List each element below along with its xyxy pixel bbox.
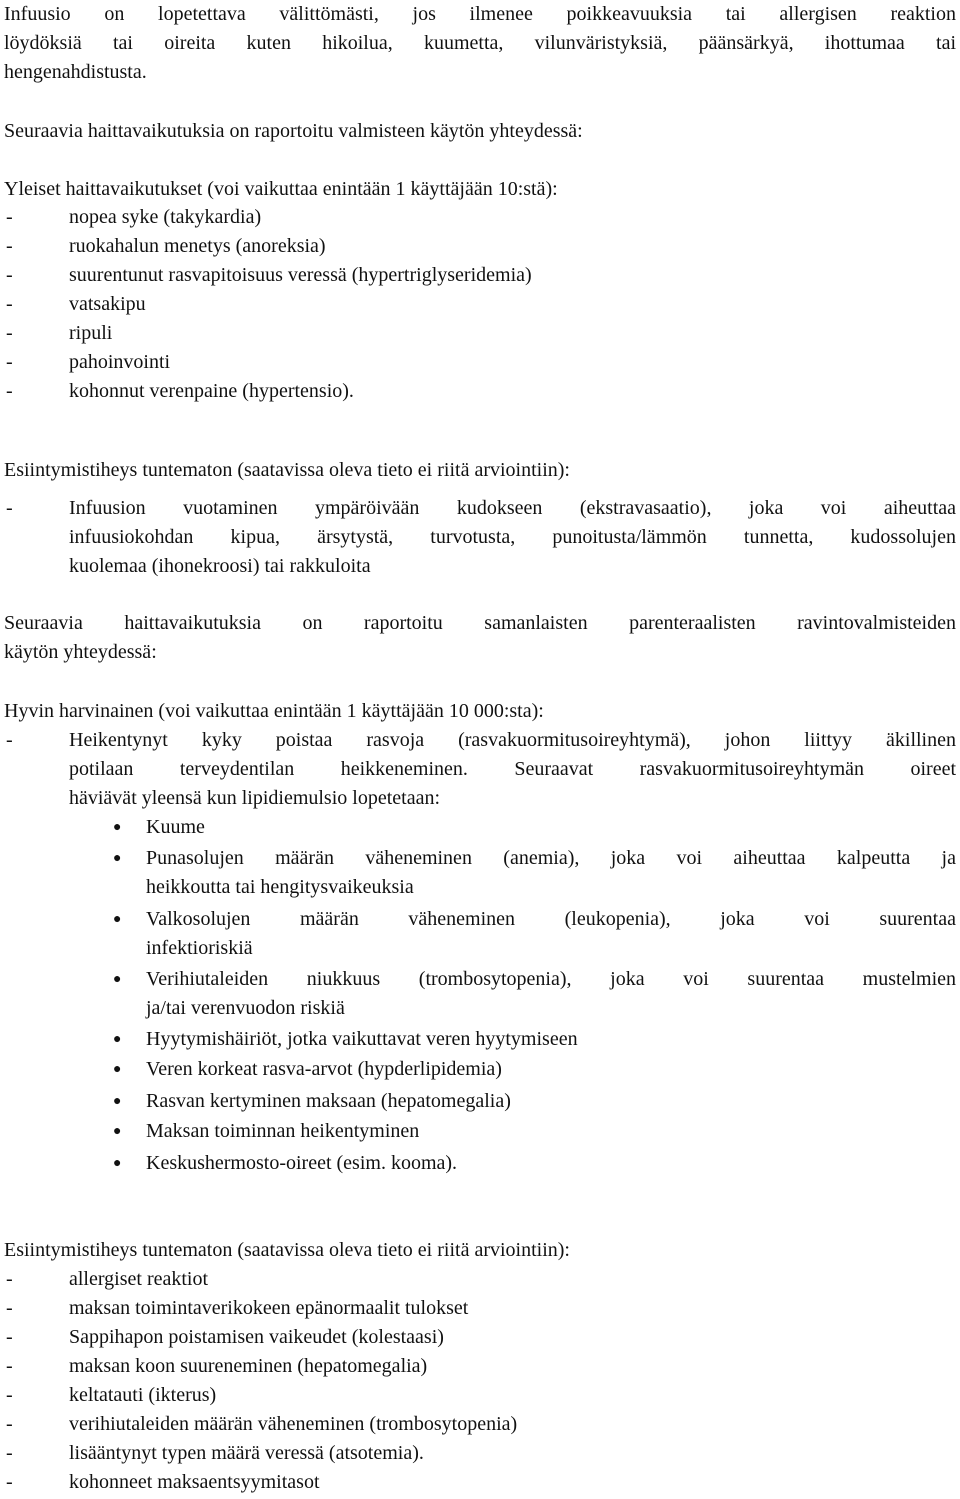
symptom-item: Kuume: [146, 816, 205, 838]
bullet-icon: ●: [113, 1094, 122, 1109]
symptom-item: Maksan toiminnan heikentyminen: [146, 1120, 420, 1142]
bullet-icon: ●: [113, 912, 122, 927]
similar-line-2: käytön yhteydessä:: [4, 641, 157, 663]
list-item: maksan koon suureneminen (hepatomegalia): [69, 1355, 428, 1377]
list-item: kohonneet maksaentsyymitasot: [69, 1471, 320, 1493]
bullet-icon: ●: [113, 820, 122, 835]
dash-marker: -: [6, 729, 13, 751]
intro-line-1: Infuusio on lopetettava välittömästi, jos ilmenee poikkeavuuksia tai allergisen reaktion: [4, 3, 956, 25]
list-item: vatsakipu: [69, 293, 146, 315]
bullet-icon: ●: [113, 1032, 122, 1047]
dash-marker: -: [6, 322, 13, 344]
dash-marker: -: [6, 293, 13, 315]
intro-line-3: hengenahdistusta.: [4, 61, 147, 83]
dash-marker: -: [6, 1355, 13, 1377]
symptom-item: Keskushermosto-oireet (esim. kooma).: [146, 1152, 458, 1174]
dash-marker: -: [6, 1384, 13, 1406]
list-item: keltatauti (ikterus): [69, 1384, 217, 1406]
similar-line-1: Seuraavia haittavaikutuksia on raportoitu samanlaisten parenteraalisten ravintovalmisteiden: [4, 612, 956, 634]
list-item-line: Heikentynyt kyky poistaa rasvoja (rasvakuormitusoireyhtymä), johon liittyy äkillinen: [69, 729, 956, 751]
list-item-line: infuusiokohdan kipua, ärsytystä, turvotusta, punoitusta/lämmön tunnetta, kudossolujen: [69, 526, 956, 548]
list-item: Sappihapon poistamisen vaikeudet (kolestaasi): [69, 1326, 444, 1348]
list-item: ripuli: [69, 322, 113, 344]
list-item: nopea syke (takykardia): [69, 206, 262, 228]
bullet-icon: ●: [113, 851, 122, 866]
symptom-item: Valkosolujen määrän väheneminen (leukopenia), joka voi suurentaa: [146, 908, 956, 930]
symptom-item: Punasolujen määrän väheneminen (anemia), joka voi aiheuttaa kalpeutta ja: [146, 847, 956, 869]
bullet-icon: ●: [113, 1062, 122, 1077]
list-item: ruokahalun menetys (anoreksia): [69, 235, 326, 257]
list-item: kohonnut verenpaine (hypertensio).: [69, 380, 354, 402]
dash-marker: -: [6, 1326, 13, 1348]
reported-heading: Seuraavia haittavaikutuksia on raportoitu valmisteen käytön yhteydessä:: [4, 120, 583, 142]
symptom-item: Verihiutaleiden niukkuus (trombosytopenia), joka voi suurentaa mustelmien: [146, 968, 956, 990]
dash-marker: -: [6, 235, 13, 257]
symptom-item: Hyytymishäiriöt, jotka vaikuttavat veren hyytymiseen: [146, 1028, 578, 1050]
dash-marker: -: [6, 1413, 13, 1435]
dash-marker: -: [6, 264, 13, 286]
list-item-line: Infuusion vuotaminen ympäröivään kudokseen (ekstravasaatio), joka voi aiheuttaa: [69, 497, 956, 519]
dash-marker: -: [6, 497, 13, 519]
symptom-item-cont: ja/tai verenvuodon riskiä: [146, 997, 345, 1019]
unknown2-heading: Esiintymistiheys tuntematon (saatavissa oleva tieto ei riitä arviointiin):: [4, 1239, 570, 1261]
list-item: suurentunut rasvapitoisuus veressä (hypertriglyseridemia): [69, 264, 532, 286]
dash-marker: -: [6, 380, 13, 402]
dash-marker: -: [6, 1268, 13, 1290]
bullet-icon: ●: [113, 1156, 122, 1171]
list-item: pahoinvointi: [69, 351, 171, 373]
list-item-line: potilaan terveydentilan heikkeneminen. Seuraavat rasvakuormitusoireyhtymän oireet: [69, 758, 956, 780]
dash-marker: -: [6, 351, 13, 373]
symptom-item: Rasvan kertyminen maksaan (hepatomegalia): [146, 1090, 511, 1112]
symptom-item-cont: heikkoutta tai hengitysvaikeuksia: [146, 876, 414, 898]
unknown1-heading: Esiintymistiheys tuntematon (saatavissa oleva tieto ei riitä arviointiin):: [4, 459, 570, 481]
list-item: maksan toimintaverikokeen epänormaalit tulokset: [69, 1297, 469, 1319]
common-heading: Yleiset haittavaikutukset (voi vaikuttaa enintään 1 käyttäjään 10:stä):: [4, 178, 558, 200]
dash-marker: -: [6, 1297, 13, 1319]
intro-line-2: löydöksiä tai oireita kuten hikoilua, kuumetta, vilunväristyksiä, päänsärkyä, ihottumaa tai: [4, 32, 956, 54]
list-item: lisääntynyt typen määrä veressä (atsotemia).: [69, 1442, 424, 1464]
symptom-item-cont: infektioriskiä: [146, 937, 253, 959]
bullet-icon: ●: [113, 972, 122, 987]
dash-marker: -: [6, 206, 13, 228]
bullet-icon: ●: [113, 1124, 122, 1139]
symptom-item: Veren korkeat rasva-arvot (hypderlipidemia): [146, 1058, 502, 1080]
list-item: allergiset reaktiot: [69, 1268, 209, 1290]
list-item: verihiutaleiden määrän väheneminen (trombosytopenia): [69, 1413, 518, 1435]
dash-marker: -: [6, 1442, 13, 1464]
list-item-line: kuolemaa (ihonekroosi) tai rakkuloita: [69, 555, 371, 577]
rare-heading: Hyvin harvinainen (voi vaikuttaa enintään 1 käyttäjään 10 000:sta):: [4, 700, 544, 722]
dash-marker: -: [6, 1471, 13, 1493]
list-item-line: häviävät yleensä kun lipidiemulsio lopetetaan:: [69, 787, 441, 809]
